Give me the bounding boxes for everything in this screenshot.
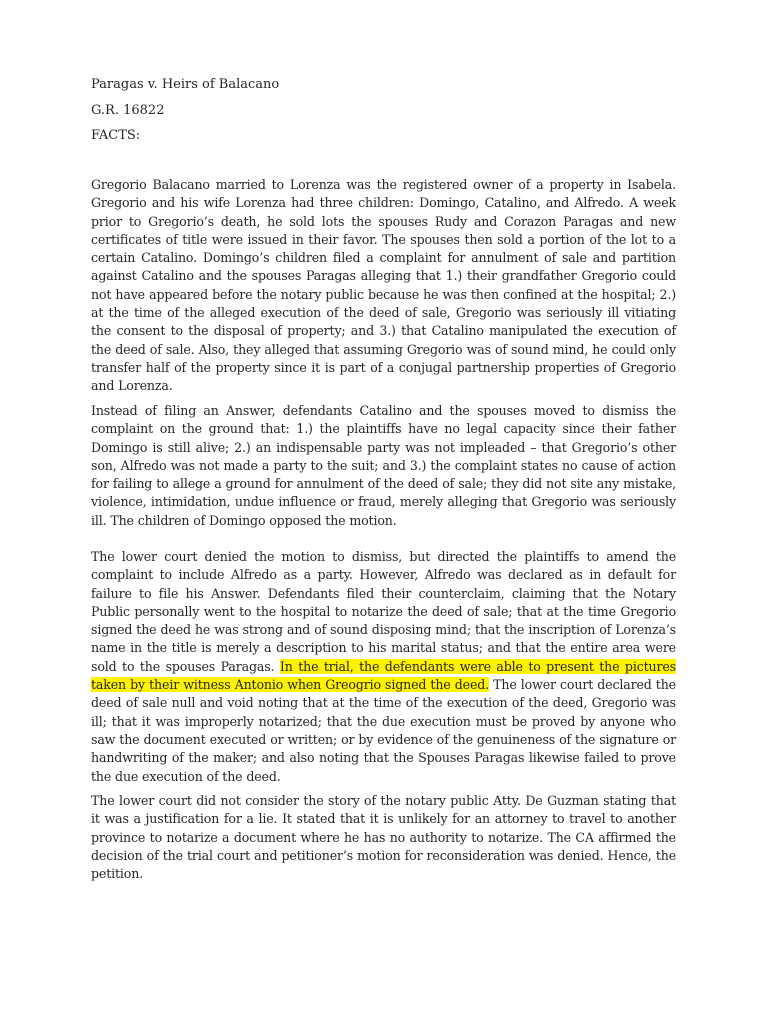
facts-paragraph-3 — [91, 548, 676, 786]
facts-paragraph-2: Instead of filing an Answer, defendants Catalino and the spouses moved to dismiss the complaint on the ground that: 1.) the plaintiffs have no legal capacity since their father Domingo is still alive; 2.) an indispensable party was not impleaded – that Gregorio’s other son, Alfredo was not made a party to the suit; and 3.) the complaint states no cause of action for failing to allege a ground for annulment of the deed of sale; they did not site any mistake, violence, intimidation, undue influence or fraud, merely alleging that Gregorio was seriously ill. The children of Domingo opposed the motion. — [91, 403, 676, 528]
facts-heading: FACTS: — [91, 128, 141, 143]
gr-number: G.R. 16822 — [91, 103, 165, 118]
facts-paragraph-4: The lower court did not consider the story of the notary public Atty. De Guzman stating that it was a justification for a lie. It stated that it is unlikely for an attorney to travel to another province to notarize a document where he has no authority to notarize. The CA affirmed the decision of the trial court and petitioner’s motion for reconsideration was denied. Hence, the petition. — [91, 793, 676, 882]
case-title: Paragas v. Heirs of Balacano — [91, 77, 280, 92]
facts-paragraph-1: Gregorio Balacano married to Lorenza was the registered owner of a property in Isabela. Gregorio and his wife Lorenza had three children: Domingo, Catalino, and Alfredo. A week prior to Gregorio’s death, he sold lots the spouses Rudy and Corazon Paragas and new certificates of title were issued in their favor. The spouses then sold a portion of the lot to a certain Catalino. Domingo’s children filed a complaint for annulment of sale and partition against Catalino and the spouses Paragas alleging that 1.) their grandfather Gregorio could not have appeared before the notary public because he was then confined at the hospital; 2.) at the time of the alleged execution of the deed of sale, Gregorio was seriously ill vitiating the consent to the disposal of property; and 3.) that Catalino manipulated the execution of the deed of sale. Also, they alleged that assuming Gregorio was of sound mind, he could only transfer half of the property since it is part of a conjugal partnership properties of Gregorio and Lorenza. — [91, 177, 676, 394]
highlighted-text: In the trial, the defendants were able to present the pictures taken by their witness Antonio when Greogrio signed the deed. — [91, 658, 676, 693]
paragraph-text-before-highlight: The lower court denied the motion to dismiss, but directed the plaintiffs to amend the complaint to include Alfredo as a party. However, Alfredo was declared as in default for failure to file his Answer. Defendants filed their counterclaim, claiming that the Notary Public personally went to the hospital to notarize the deed of sale; that at the time Gregorio signed the deed he was strong and of sound disposing mind; that the inscription of Lorenza’s name in the title is merely a description to his marital status; and that the entire area were sold to the spouses Paragas. — [91, 549, 676, 674]
paragraph-text-after-highlight: The lower court declared the deed of sale null and void noting that at the time of the execution of the deed, Gregorio was ill; that it was improperly notarized; that the due execution must be proved by anyone who saw the document executed or written; or by evidence of the genuineness of the signature or handwriting of the maker; and also noting that the Spouses Paragas likewise failed to prove the due execution of the deed. — [91, 677, 676, 784]
